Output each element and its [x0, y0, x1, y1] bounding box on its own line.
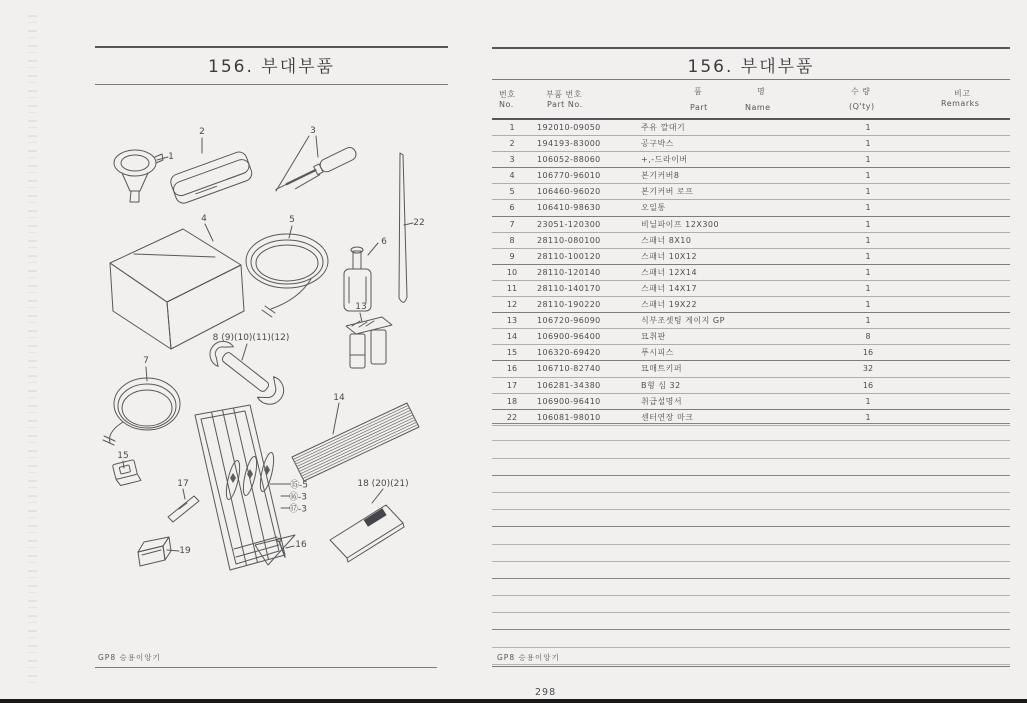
right-title-rule-top — [492, 47, 1010, 49]
shim-part — [168, 496, 199, 522]
right-page-footer: GP8 승용이앙기 — [497, 653, 560, 662]
empty-table-row — [492, 579, 1010, 596]
empty-table-row — [492, 493, 1010, 510]
manual-book-part — [330, 505, 404, 562]
table-row — [492, 152, 1010, 168]
empty-table-row — [492, 459, 1010, 476]
cell-qty: 1 — [865, 267, 871, 277]
cell-no: 22 — [506, 412, 518, 422]
gauge-part — [346, 317, 392, 368]
left-title-rule-bottom — [95, 84, 448, 85]
cell-part_no: 28110-080100 — [537, 235, 601, 245]
cell-part_no: 106900-96410 — [537, 396, 601, 406]
parts-table-empty-rows — [492, 407, 1010, 665]
cell-name: 스패너 19X22 — [641, 300, 698, 310]
cell-part_no: 106052-88060 — [537, 155, 601, 165]
cell-part_no: 106410-98630 — [537, 203, 601, 213]
empty-table-row — [492, 407, 1010, 424]
left-page-footer: GP8 승용이앙기 — [98, 653, 161, 662]
cell-qty: 1 — [865, 219, 871, 229]
header-partno-en: Part No. — [547, 100, 583, 109]
cell-qty: 32 — [862, 364, 874, 374]
cell-name: +,-드라이버 — [641, 155, 688, 165]
diagram-callout-label: ⑰-3 — [289, 504, 307, 515]
cell-name: 주유 깔대기 — [641, 123, 686, 132]
table-row — [492, 313, 1010, 329]
cell-no: 9 — [509, 251, 515, 261]
cell-no: 4 — [509, 171, 515, 181]
left-footer-rule — [95, 667, 437, 668]
cell-qty: 1 — [865, 203, 871, 213]
header-remarks-en: Remarks — [941, 99, 980, 108]
cell-qty: 1 — [865, 155, 871, 165]
table-row — [492, 281, 1010, 297]
right-page-title: 156. 부대부품 — [687, 57, 815, 77]
cell-part_no: 106460-96020 — [537, 187, 601, 197]
cell-name: 본기커버 로프 — [641, 187, 694, 197]
diagram-callout-label: 19 — [179, 546, 191, 556]
diagram-callout-label: 7 — [143, 356, 149, 366]
diagram-callout-label: 17 — [177, 479, 189, 489]
cell-part_no: 28110-120140 — [537, 267, 601, 277]
cell-part_no: 106720-96090 — [537, 316, 601, 326]
left-title-rule-top — [95, 46, 448, 48]
cell-part_no: 106320-69420 — [537, 348, 601, 358]
cell-no: 2 — [509, 139, 515, 149]
cell-no: 16 — [506, 364, 518, 374]
cell-name: 취급설명서 — [641, 396, 683, 406]
cell-name: 푸시피스 — [641, 348, 674, 358]
header-no-en: No. — [499, 100, 514, 109]
empty-table-row — [492, 596, 1010, 613]
cell-qty: 1 — [865, 283, 871, 293]
table-row — [492, 265, 1010, 281]
empty-table-row — [492, 545, 1010, 562]
cell-qty: 1 — [865, 139, 871, 149]
diagram-callout-label: 2 — [199, 127, 205, 137]
cell-qty: 1 — [865, 123, 871, 132]
page-number: 298 — [535, 687, 557, 698]
push-piece-part — [112, 459, 141, 486]
cell-qty: 1 — [865, 235, 871, 245]
rope-coil-part — [246, 234, 328, 317]
cell-no: 18 — [506, 396, 518, 406]
left-page-title: 156. 부대부품 — [208, 57, 335, 77]
cell-qty: 1 — [865, 300, 871, 310]
empty-table-row — [492, 476, 1010, 493]
diagram-callout-label: 13 — [355, 302, 367, 312]
cell-name: 스패너 12X14 — [641, 267, 698, 277]
table-row — [492, 120, 1010, 136]
table-row — [492, 217, 1010, 233]
cell-part_no: 106900-96400 — [537, 332, 601, 342]
empty-table-row — [492, 648, 1010, 665]
table-row — [492, 329, 1010, 345]
diagram-callout-label: ⑯-3 — [289, 492, 307, 503]
keeper-part — [138, 537, 171, 566]
empty-table-row — [492, 527, 1010, 544]
cell-no: 11 — [506, 283, 518, 293]
cell-name: 묘취판 — [641, 332, 666, 342]
cell-no: 14 — [506, 332, 518, 342]
cell-name: 스패너 14X17 — [641, 283, 698, 293]
empty-table-row — [492, 562, 1010, 579]
cell-part_no: 106081-98010 — [537, 412, 601, 422]
toolbox-part — [169, 150, 254, 206]
screwdriver-part — [273, 145, 358, 196]
empty-table-row — [492, 510, 1010, 527]
cell-qty: 16 — [862, 348, 874, 358]
table-row — [492, 345, 1010, 361]
header-remarks-kr: 비고 — [954, 89, 971, 98]
header-no-kr: 번호 — [499, 90, 516, 99]
parts-table-rows — [492, 120, 1010, 426]
table-row — [492, 200, 1010, 216]
cell-no: 8 — [509, 235, 515, 245]
cell-qty: 1 — [865, 316, 871, 326]
cell-no: 17 — [506, 380, 518, 390]
cell-part_no: 106281-34380 — [537, 380, 601, 390]
funnel-part — [114, 150, 168, 202]
cell-qty: 1 — [865, 187, 871, 197]
diagram-callout-label: 6 — [381, 237, 387, 247]
cell-name: 센터연장 마크 — [641, 412, 694, 422]
cell-part_no: 28110-100120 — [537, 251, 601, 261]
table-row — [492, 168, 1010, 184]
diagram-callout-label: 1 — [168, 152, 174, 162]
scan-bottom-edge — [0, 699, 1027, 703]
header-qty-en: (Q'ty) — [849, 102, 875, 111]
header-partno-kr: 부품 번호 — [546, 90, 582, 99]
header-qty-kr: 수 량 — [851, 87, 871, 96]
cell-no: 13 — [506, 316, 518, 326]
diagram-callout-label: 4 — [201, 214, 207, 224]
scan-binding-artifacts — [28, 8, 37, 688]
diagram-callout-label: 16 — [295, 540, 307, 550]
header-name-en-2: Name — [745, 103, 771, 112]
table-row — [492, 249, 1010, 265]
cell-part_no: 28110-140170 — [537, 283, 601, 293]
cell-name: 오일통 — [641, 203, 666, 213]
table-row — [492, 297, 1010, 313]
cell-part_no: 23051-120300 — [537, 219, 601, 229]
header-name-kr-2: 명 — [757, 87, 766, 96]
empty-table-row — [492, 441, 1010, 458]
cell-no: 7 — [509, 219, 515, 229]
cell-no: 6 — [509, 203, 515, 213]
empty-table-row — [492, 424, 1010, 441]
cell-name: 스패너 8X10 — [641, 235, 692, 245]
cell-no: 12 — [506, 300, 518, 310]
cell-part_no: 192010-09050 — [537, 123, 601, 132]
empty-table-row — [492, 630, 1010, 647]
cell-no: 3 — [509, 155, 515, 165]
cell-qty: 1 — [865, 251, 871, 261]
cell-name: 비닐파이프 12X300 — [641, 219, 720, 229]
diagram-callout-label: 18 (20)(21) — [357, 479, 409, 489]
right-title-rule-bottom — [492, 79, 1010, 80]
parts-diagram — [95, 105, 460, 650]
cell-qty: 1 — [865, 171, 871, 181]
cell-name: 공구박스 — [641, 139, 674, 149]
diagram-callout-label: 14 — [333, 393, 345, 403]
cell-name: B형 심 32 — [641, 380, 681, 390]
cell-name: 본기커버8 — [641, 171, 680, 181]
diagram-callout-label: 15 — [117, 451, 129, 461]
right-footer-rule — [492, 666, 1010, 667]
header-name-en-1: Part — [690, 103, 708, 112]
pipe-coil-part — [103, 378, 180, 445]
cell-part_no: 28110-190220 — [537, 300, 601, 310]
cell-name: 식부조셋팅 게이지 GP — [641, 316, 725, 326]
cell-no: 5 — [509, 187, 515, 197]
cell-qty: 1 — [865, 396, 871, 406]
cell-part_no: 194193-83000 — [537, 139, 601, 149]
table-row — [492, 361, 1010, 377]
diagram-callout-label: 8 (9)(10)(11)(12) — [212, 333, 290, 343]
table-row — [492, 184, 1010, 200]
cell-part_no: 106710-82740 — [537, 364, 601, 374]
empty-table-row — [492, 613, 1010, 630]
box-part — [110, 229, 244, 349]
diagram-callout-label: 22 — [413, 218, 425, 228]
cell-qty: 8 — [865, 332, 871, 342]
cell-qty: 1 — [865, 412, 871, 422]
table-row — [492, 136, 1010, 152]
cell-name: 묘매트키퍼 — [641, 364, 683, 374]
cell-no: 15 — [506, 348, 518, 358]
diagram-callout-label: 5 — [289, 215, 295, 225]
table-row — [492, 378, 1010, 394]
diagram-callout-label: 3 — [310, 126, 316, 136]
cell-part_no: 106770-96010 — [537, 171, 601, 181]
dipstick-part — [399, 153, 407, 302]
cell-name: 스패너 10X12 — [641, 251, 698, 261]
diagram-callout-label: ⑮-5 — [290, 480, 308, 491]
header-name-kr-1: 품 — [694, 87, 703, 96]
cell-no: 10 — [506, 267, 518, 277]
cell-qty: 16 — [862, 380, 874, 390]
table-row — [492, 233, 1010, 249]
cell-no: 1 — [509, 123, 515, 132]
mat-part — [292, 403, 419, 481]
